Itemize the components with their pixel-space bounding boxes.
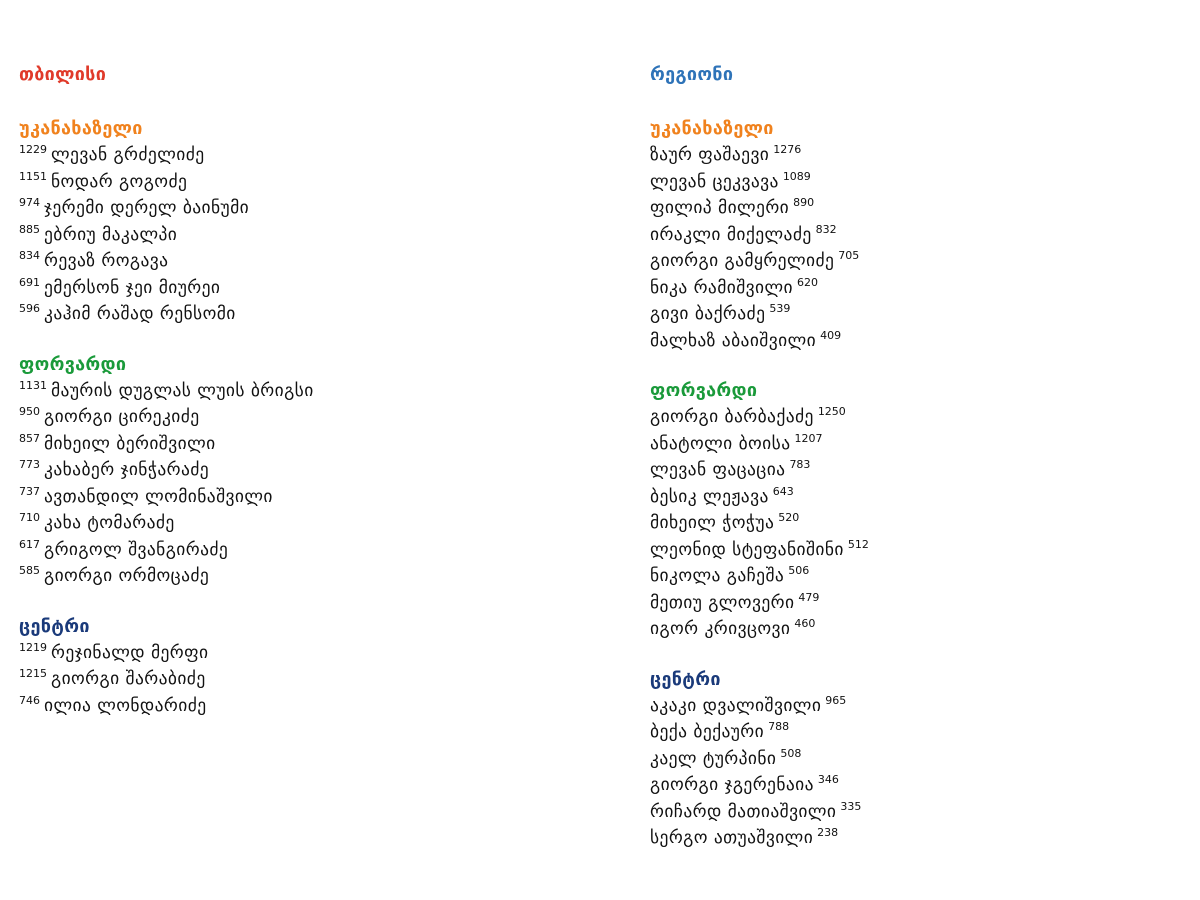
player-row	[19, 301, 579, 328]
player-name: კაჰიმ რაშად რენსომი	[44, 304, 236, 324]
player-row	[650, 248, 1170, 275]
player-name: ლევან ცეკვავა	[650, 171, 779, 192]
vote-count: 1151	[19, 169, 47, 183]
region-forwards-title: ფორვარდი	[650, 380, 758, 401]
player-row	[650, 457, 1170, 484]
player-row	[19, 275, 579, 302]
region-goalkeepers-section	[650, 116, 1170, 354]
player-row	[19, 666, 579, 693]
player-name: მიხეილ ჭოჭუა	[650, 513, 775, 533]
player-row	[650, 195, 1170, 222]
player-name: მეთიუ გლოვერი	[650, 592, 795, 613]
player-name: გიორგი ჯგერენაია	[650, 775, 814, 795]
player-name: ჯერემი დერელ ბაინუმი	[44, 198, 250, 218]
player-name: გიორგი შარაბიძე	[51, 669, 206, 689]
region-centers-title: ცენტრი	[650, 668, 721, 690]
player-name: ფილიპ მილერი	[650, 198, 790, 218]
player-row	[650, 431, 1170, 458]
player-row	[19, 484, 579, 511]
player-row	[650, 825, 1170, 852]
player-name: ლევან გრძელიძე	[51, 145, 205, 165]
player-row	[19, 404, 579, 431]
player-name: ბექა ბექაური	[650, 722, 765, 742]
vote-count: 705	[838, 249, 860, 263]
player-row	[650, 590, 1170, 617]
vote-count: 1276	[773, 143, 802, 157]
player-row	[650, 772, 1170, 799]
vote-count: 520	[778, 511, 800, 525]
vote-count: 1215	[19, 667, 47, 681]
vote-count: 585	[19, 564, 40, 578]
vote-count: 479	[798, 590, 820, 604]
vote-count: 783	[789, 458, 811, 472]
player-name: გიორგი გამყრელიძე	[650, 251, 835, 271]
region-forwards-list	[650, 404, 1170, 643]
region-column	[650, 62, 1170, 876]
vote-count: 643	[772, 484, 794, 498]
player-row	[19, 248, 579, 275]
vote-count: 857	[19, 431, 40, 445]
player-row	[650, 616, 1170, 643]
player-name: სერგო ათუაშვილი	[650, 828, 814, 848]
tbilisi-goalkeepers-list	[19, 142, 579, 328]
vote-count: 885	[19, 222, 40, 236]
vote-count: 460	[794, 617, 816, 631]
player-row	[19, 640, 579, 667]
vote-count: 238	[817, 826, 839, 840]
tbilisi-goalkeepers-section	[19, 116, 579, 328]
vote-count: 1207	[794, 431, 823, 445]
vote-count: 620	[796, 275, 818, 289]
region-title: რეგიონი	[650, 64, 734, 85]
vote-count: 346	[817, 773, 839, 787]
player-row	[19, 378, 579, 405]
player-name: კაელ ტურპინი	[650, 748, 777, 769]
player-row	[650, 537, 1170, 564]
vote-count: 691	[19, 275, 40, 289]
player-row	[19, 693, 579, 720]
player-name: მაურის დუგლას ლუის ბრიგსი	[51, 380, 314, 401]
player-name: ებრიუ მაკალპი	[44, 224, 178, 245]
vote-count: 512	[847, 537, 869, 551]
vote-count: 1250	[817, 405, 846, 419]
vote-count: 773	[19, 458, 40, 472]
player-name: გიორგი ბარბაქაძე	[650, 407, 814, 427]
vote-count: 974	[19, 196, 40, 210]
player-row	[650, 746, 1170, 773]
player-name: ილია ლონდარიძე	[44, 695, 207, 716]
tbilisi-forwards-list	[19, 378, 579, 590]
vote-count: 746	[19, 693, 40, 707]
player-name: ნიკოლა გაჩეშა	[650, 566, 785, 586]
tbilisi-title: თბილისი	[19, 64, 107, 85]
tbilisi-centers-list	[19, 640, 579, 720]
player-name: ემერსონ ჯეი მიურეი	[44, 277, 221, 298]
player-name: მალხაზ აბაიშვილი	[650, 330, 817, 351]
player-name: ავთანდილ ლომინაშვილი	[44, 486, 273, 507]
vote-count: 1131	[19, 378, 47, 392]
player-name: რეჯინალდ მერფი	[51, 642, 209, 663]
player-name: ლეონიდ სტეფანიშინი	[650, 539, 844, 560]
player-row	[19, 195, 579, 222]
player-row	[650, 484, 1170, 511]
vote-count: 788	[768, 720, 790, 734]
player-name: ზაურ ფაშაევი	[650, 145, 770, 165]
vote-count: 617	[19, 537, 40, 551]
tbilisi-centers-section	[19, 614, 579, 720]
player-row	[650, 719, 1170, 746]
tbilisi-forwards-title: ფორვარდი	[19, 353, 127, 375]
vote-count: 539	[769, 302, 791, 316]
vote-count: 890	[793, 196, 815, 210]
tbilisi-centers-title: ცენტრი	[19, 615, 90, 637]
vote-count: 965	[825, 693, 847, 707]
player-row	[650, 799, 1170, 826]
player-row	[19, 457, 579, 484]
player-row	[19, 169, 579, 196]
player-name: კახა ტომარაძე	[44, 513, 175, 533]
region-centers-list	[650, 693, 1170, 852]
player-row	[650, 563, 1170, 590]
vote-count: 950	[19, 405, 40, 419]
region-goalkeepers-title: უკანახაზელი	[650, 118, 774, 139]
vote-count: 710	[19, 511, 40, 525]
player-name: ნიკა რამიშვილი	[650, 277, 793, 298]
player-row	[19, 142, 579, 169]
tbilisi-goalkeepers-title: უკანახაზელი	[19, 118, 143, 139]
player-name: კახაბერ ჯინჭარაძე	[44, 460, 210, 480]
player-name: იგორ კრივცოვი	[650, 619, 791, 639]
player-row	[650, 328, 1170, 355]
region-goalkeepers-list	[650, 142, 1170, 354]
player-name: გრიგოლ შვანგირაძე	[44, 539, 229, 560]
player-name: გიორგი ცირეკიძე	[44, 407, 200, 427]
player-name: გივი ბაქრაძე	[650, 304, 766, 324]
player-row	[19, 563, 579, 590]
player-name: აკაკი დვალიშვილი	[650, 695, 822, 716]
player-row	[650, 275, 1170, 302]
vote-count: 832	[815, 222, 837, 236]
tbilisi-column	[19, 62, 579, 743]
player-row	[650, 142, 1170, 169]
player-row	[19, 537, 579, 564]
player-row	[650, 301, 1170, 328]
player-name: ბესიკ ლეჟავა	[650, 486, 769, 507]
player-row	[19, 431, 579, 458]
player-name: ირაკლი მიქელაძე	[650, 224, 812, 245]
player-row	[19, 510, 579, 537]
vote-count: 1229	[19, 143, 47, 157]
region-forwards-section	[650, 378, 1170, 643]
vote-count: 1219	[19, 640, 47, 654]
player-name: ნოდარ გოგოძე	[51, 171, 188, 192]
vote-count: 737	[19, 484, 40, 498]
region-centers-section	[650, 667, 1170, 852]
tbilisi-forwards-section	[19, 352, 579, 590]
vote-count: 1089	[782, 169, 811, 183]
vote-count: 596	[19, 302, 40, 316]
player-name: გიორგი ორმოცაძე	[44, 566, 210, 586]
vote-count: 834	[19, 249, 40, 263]
player-row	[650, 510, 1170, 537]
player-row	[650, 404, 1170, 431]
player-name: ლევან ფაცაცია	[650, 460, 786, 480]
vote-count: 409	[820, 328, 842, 342]
player-row	[650, 693, 1170, 720]
vote-count: 335	[840, 799, 862, 813]
player-name: მიხეილ ბერიშვილი	[44, 433, 216, 454]
player-row	[19, 222, 579, 249]
player-name: ანატოლი ბოისა	[650, 433, 791, 454]
player-row	[650, 222, 1170, 249]
vote-count: 506	[788, 564, 810, 578]
player-name: რიჩარდ მათიაშვილი	[650, 801, 837, 822]
player-row	[650, 169, 1170, 196]
player-name: რევაზ როგავა	[44, 251, 169, 271]
vote-count: 508	[780, 746, 802, 760]
